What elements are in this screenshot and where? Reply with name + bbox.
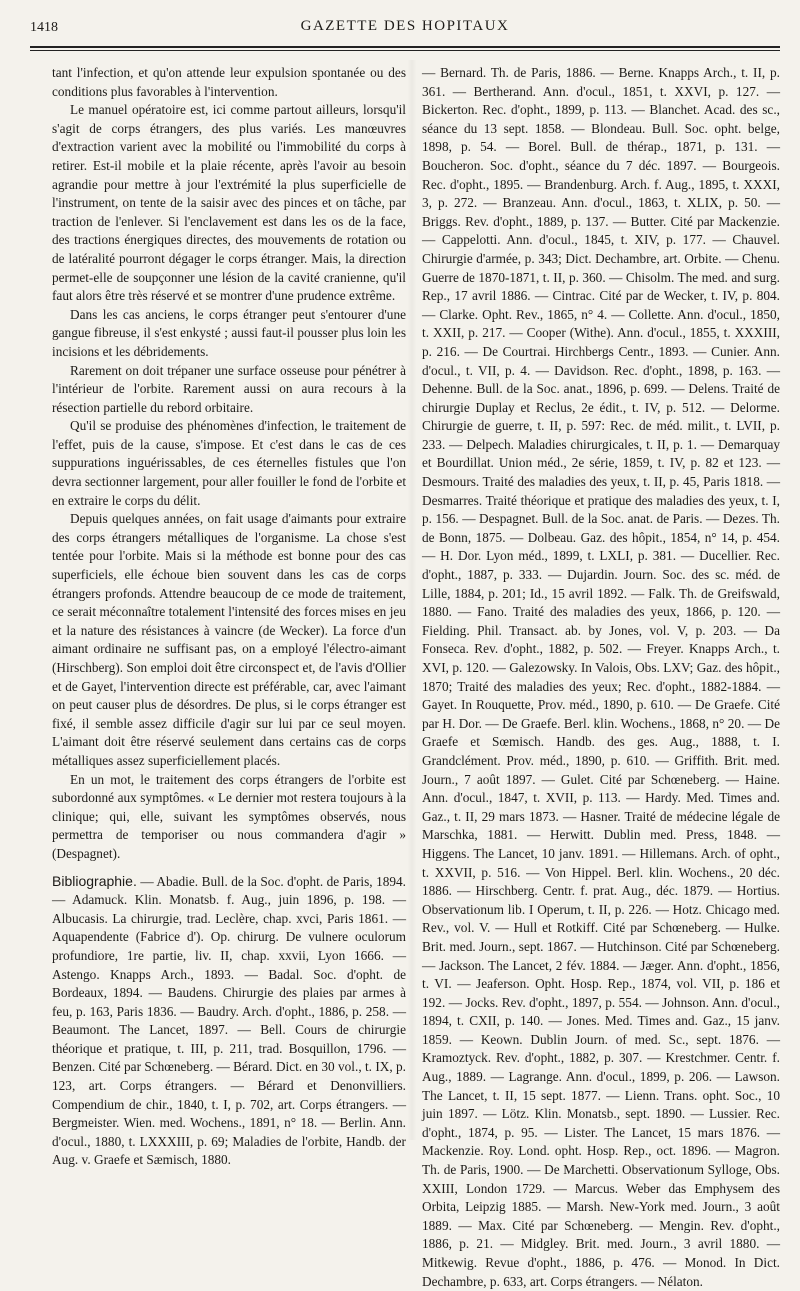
page-fold-shadow — [407, 60, 417, 1140]
page-header — [30, 16, 780, 42]
header-rule-thin — [30, 50, 780, 51]
header-rule-thick — [30, 46, 780, 48]
bibliography-label: Bibliographie. — [52, 872, 137, 889]
page-number: 1418 — [30, 20, 58, 35]
bibliography-text: — Abadie. Bull. de la Soc. d'opht. de Paris, 1894. — Adamuck. Klin. Monatsb. f. Aug., juin 1896, p. 198. — Albucasis. La chirurgie, trad. Leclère, chap. xvci, Paris 1861. — Aquapendente (Fabrice d'). Op. chirurg. De vulnere oculorum profundiore, 1re partie, liv. II, chap. xxvii, Lyon 1666. — Astengo. Knapps Arch., 1893. — Badal. Soc. d'opht. de Bordeaux, 1894. — Baudens. Chirurgie des plaies par armes à feu, p. 163, Paris 1836. — Baudry. Arch. d'opht., 1886, p. 258. — Beaumont. The Lancet, 1897. — Bell. Cours de chirurgie théorique et pratique, t. III, p. 211, trad. Bosquillon, 1796. — Benzen. Cité par Schœneberg. — Bérard. Dict. en 30 vol., t. IX, p. 123, art. Corps étrangers. — Bérard et Denonvilliers. Compendium de chir., 1840, t. I, p. 702, art. Corps étrangers. — Bergmeister. Wien. med. Wochens., 1891, n° 18. — Berlin. Ann. d'ocul., 1880, t. LXXXIII, p. 69; Maladies de l'orbite, Handb. der Aug. v. Graefe et Sæmisch, 1880. — [52, 873, 406, 1168]
right-column — [422, 64, 780, 1291]
paragraph: Le manuel opératoire est, ici comme partout ailleurs, lorsqu'il s'agit de corps étrangers, des plus variés. Les manœuvres d'extraction varient avec la mobilité ou l'immobilité du corps à retirer. Est-il mobile et la plaie récente, après l'avoir au besoin agrandie pour mettre à jour l'extrémité la plus superficielle de l'instrument, on tente de la saisir avec des pinces et on tâche, par traction de l'enlever. Si l'enclavement est dans les os de la face, des tractions énergiques directes, des mouvements de rotation ou de latéralité pourront dégager le corps étranger. Mais, la direction permet-elle de soupçonner une lésion de la cavité cranienne, qu'il faut alors être très réservé et se montrer d'une prudence extrême. — [52, 102, 406, 304]
paragraph: Dans les cas anciens, le corps étranger peut s'entourer d'une gangue fibreuse, il s'est enkysté ; aussi faut-il pousser plus loin les incisions et les débridements. — [52, 306, 406, 359]
left-column — [52, 64, 406, 1170]
paragraph: tant l'infection, et qu'on attende leur expulsion spontanée ou des conditions plus favorables à l'intervention. — [52, 65, 406, 99]
paragraph: Depuis quelques années, on fait usage d'aimants pour extraire des corps étrangers métalliques de l'organisme. La chose s'est tentée pour l'orbite. Mais si la méthode est bonne pour des cas superficiels, elle échoue bien souvent dans les cas de corps étrangers profonds. Attendre beaucoup de ce mode de traitement, ce serait méconnaître totalement l'intensité des forces mises en jeu et la nature des résistances à vaincre (de Wecker). La force d'un aimant ordinaire ne suffisant pas, on a employé l'électro-aimant (Hirschberg). Son emploi doit être circonspect et, de l'avis d'Ollier et de Gayet, l'intervention directe est préférable, car, avec l'aimant on peut causer plus de désordres. De plus, si le corps étranger est fixé, il semble assez difficile d'agir sur lui par ce seul moyen. L'aimant doit être réservé seulement dans certains cas de corps métalliques assez superficiellement placés. — [52, 511, 406, 768]
paragraph: En un mot, le traitement des corps étrangers de l'orbite est subordonné aux symptômes. « Le dernier mot restera toujours à la clinique; qui, elle, suivant les symptômes observés, nous permettra de temporiser ou nous commandera d'agir » (Despagnet). — [52, 771, 406, 861]
running-title: GAZETTE DES HOPITAUX — [300, 18, 510, 34]
bibliography — [52, 872, 406, 1171]
bibliography-continued: — Bernard. Th. de Paris, 1886. — Berne. Knapps Arch., t. II, p. 361. — Bertherand. Ann. d'ocul., 1851, t. XXVI, p. 127. — Bickerton. Rec. d'opht., 1899, p. 113. — Blanchet. Acad. des sc., séance du 13 sept. 1858. — Blondeau. Bull. Soc. opht. belge, 1898, p. 54. — Borel. Bull. de thérap., 1871, p. 131. — Boucheron. Soc. d'opht., séance du 7 déc. 1897. — Bourgeois. Rec. d'opht., 1895. — Brandenburg. Arch. f. Aug., 1895, t. XXXI, 3, p. 272. — Branzeau. Ann. d'ocul., 1863, t. XLIX, p. 50. — Briggs. Rev. d'opht., 1889, p. 137. — Butter. Cité par Mackenzie. — Cappelotti. Ann. d'ocul., 1845, t. XIV, p. 177. — Chauvel. Chirurgie d'armée, p. 343; Dict. Dechambre, art. Orbite. — Chenu. Guerre de 1870-1871, t. II, p. 360. — Chisolm. The med. and surg. Rep., 17 avril 1886. — Cintrac. Cité par de Wecker, t. IV, p. 804. — Clarke. Opht. Rev., 1865, n° 4. — Collette. Ann. d'ocul., 1850, t. XXII, p. 217. — Cooper (Withe). Ann. d'ocul., 1855, t. XXXIII, p. 216. — De Courtrai. Hirchbergs Centr., 1893. — Cunier. Ann. d'ocul., t. VII, p. 4. — Davidson. Rec. d'opht., 1898, p. 163. — Dehenne. Bull. de la Soc. anat., 1896, p. 699. — Delens. Traité de chirurgie Duplay et Reclus, 2e édit., t. IV, p. 512. — Delorme. Chirurgie de guerre, t. II, p. 597: Rec. de méd. milit., t. LVII, p. 233. — Delpech. Maladies chirurgicales, t. II, p. 1. — Demarquay et Bourdillat. Union méd., 2e série, 1859, t. IV, p. 82 et 123. — Desmours. Traité des maladies des yeux, t. II, p. 45, Paris 1818. — Desmarres. Traité théorique et pratique des maladies des yeux, t. I, p. 156. — Despagnet. Bull. de la Soc. anat. de Paris. — Dezes. Th. de Bonn, 1875. — Dolbeau. Gaz. des hôpit., 1854, n° 14, p. 454. — H. Dor. Lyon méd., 1899, t. LXLI, p. 381. — Ducellier. Rec. d'opht., 1887, p. 333. — Dujardin. Journ. Soc. des sc. méd. de Lille, 1884, p. 201; Id., 15 avril 1892. — Falk. Th. de Greifswald, 1880. — Fano. Traité des maladies des yeux, 1866, p. 120. — Fielding. Phil. Transact. ab. by Jones, vol. V, p. 203. — Da Fonseca. Rev. d'opht., 1882, p. 502. — Freyer. Knapps Arch., t. XVI, p. 120. — Galezowsky. In Valois, Obs. LXV; Gaz. des hôpit., 1870; Traité des maladies des yeux; Rec. d'opht., 1882-1884. — Gayet. In Rouquette, Prov. méd., 1890, p. 610. — De Graefe. Cité par H. Dor. — De Graefe. Berl. klin. Wochens., 1868, n° 20. — De Graefe et Sœmisch. Handb. des ges. Aug., 1888, t. I. Grandclément. Prov. méd., 1890, p. 610. — Griffith. Brit. med. Journ., 7 août 1897. — Gulet. Cité par Schœneberg. — Haine. Ann. d'ocul., 1847, t. XVII, p. 113. — Hardy. Med. Times and. Gaz., t. II, 29 mars 1873. — Hasner. Traité de médecine légale de Marschka, 1881. — Herwitt. Dublin med. Press, 1848. — Higgens. The Lancet, 10 janv. 1891. — Hillemans. Arch. of opht., t. XXVII, p. 516. — Von Hippel. Berl. klin. Wochens., 20 déc. 1886. — Hirschberg. Centr. f. prat. Aug., déc. 1879. — Hortius. Observationum lib. I Operum, t. II, p. 226. — Hotz. Chicago med. Rev., vol. V. — Hull et Rotkiff. Cité par Schœneberg. — Hulke. Brit. med. Journ., sept. 1867. — Hutchinson. Cité par Schœneberg. — Jackson. The Lancet, 2 fév. 1884. — Jæger. Ann. d'opht., 1856, t. VI. — Jeaferson. Opht. Hosp. Rep., 1874, vol. VII, p. 186 et 192. — Jocks. Rev. d'opht., 1897, p. 554. — Johnson. Ann. d'ocul., 1894, t. CXII, p. 140. — Jones. Med. Times and. Gaz., 15 janv. 1859. — Keown. Dublin Journ. of med. Sc., sept. 1876. — Kramoztyck. Rev. d'opht., 1882, p. 307. — Krestchmer. Centr. f. Aug., 1889. — Lagrange. Ann. d'ocul., 1899, p. 206. — Lawson. The Lancet, t. II, 15 sept. 1877. — Lienn. Trans. opht. Soc., 10 juin 1897. — Lötz. Klin. Monatsb., sept. 1890. — Lussier. Rec. d'opht., 1874, p. 95. — Lister. The Lancet, 15 mars 1876. — Mackenzie. Roy. Lond. opht. Hosp. Rep., oct. 1896. — Magron. Th. de Paris, 1900. — De Marchetti. Observationum Sylloge, Obs. XXIII, London 1729. — Marcus. Weber das Emphysem des Orbita, Leipzig 1885. — Marsh. New-York med. Journ., 3 août 1889. — Max. Cité par Schœneberg. — Mengin. Rev. d'opht., 1886, p. 21. — Midgley. Brit. med. Journ., 3 avril 1880. — Mitkewig. Revue d'opht., 1886, p. 476. — Monod. In Dict. Dechambre, p. 633, art. Corps étrangers. — Nélaton. — [422, 65, 780, 1289]
paragraph: Rarement on doit trépaner une surface osseuse pour pénétrer à l'intérieur de l'orbite. Rarement aussi on aura recours à la résection partielle du rebord orbitaire. — [52, 362, 406, 415]
paragraph: Qu'il se produise des phénomènes d'infection, le traitement de l'effet, puis de la cause, s'impose. Et c'est dans le cas de ces suppurations inguérissables, de ces éternelles fistules que l'on devra sectionner largement, pour aller fouiller le fond de l'orbite et en extraire le corps du délit. — [52, 418, 407, 508]
